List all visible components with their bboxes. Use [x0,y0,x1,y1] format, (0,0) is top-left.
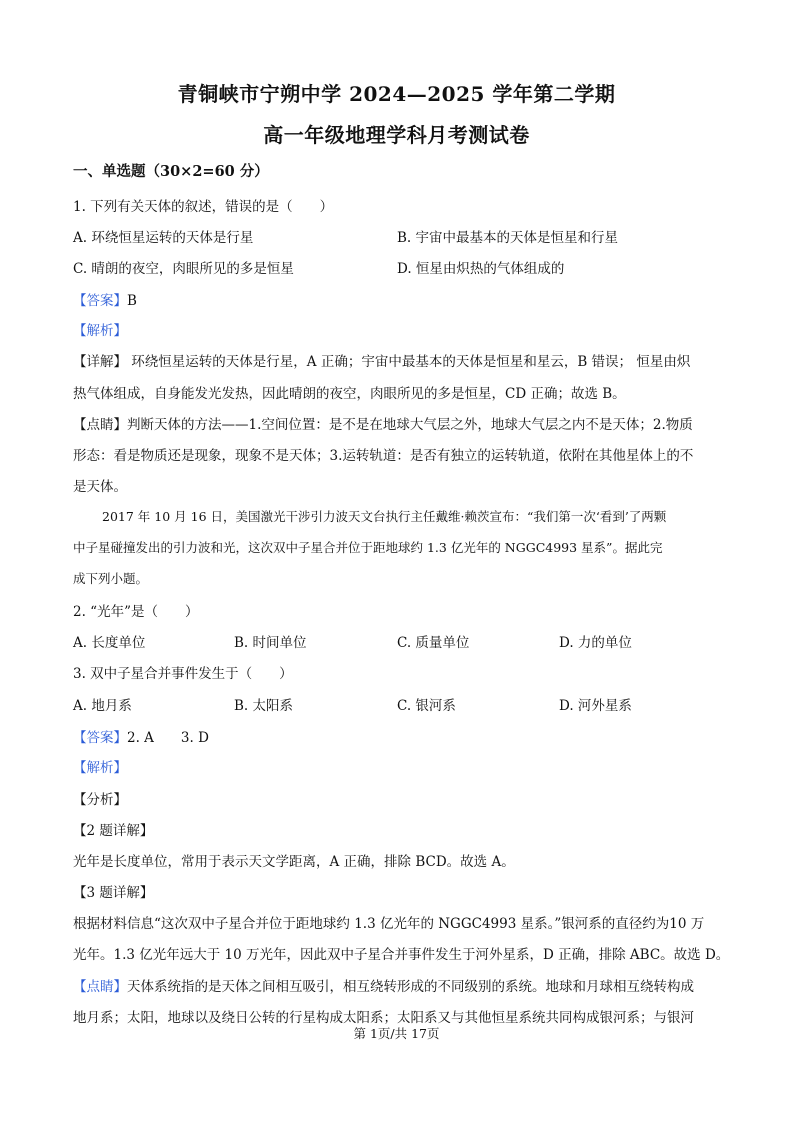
section-heading: 一、单选题（30×2=60 分） [73,163,269,180]
question-3-option-d: D. 河外星系 [559,698,632,714]
question-3-option-b: B. 太阳系 [234,698,294,714]
point-text: 天体系统指的是天体之间相互吸引，相互绕转形成的不同级别的系统。地球和月球相互绕转构成 [127,979,694,995]
question-3-detail-line1: 根据材料信息“这次双中子星合并位于距地球约 1.3 亿光年的 NGGC4993 星系。”银河系的直径约为10 万 [73,916,705,932]
question-3-detail-tag: 【3 题详解】 [73,885,154,901]
question-1-detail-line1 [73,350,690,370]
material-line1: 2017 年 10 月 16 日，美国激光干涉引力波天文台执行主任戴维·赖茨宣布：“我们第一次‘看到’了两颗 [102,509,667,524]
material-line3: 成下列小题。 [73,571,149,586]
question-2-option-c: C. 质量单位 [397,635,470,651]
question-1-answer [73,289,137,309]
question-2-option-b: B. 时间单位 [234,635,307,651]
question-1-detail-line2: 热气体组成，自身能发光发热，因此晴朗的夜空，肉眼所见的多是恒星，CD 正确；故选 B。 [73,386,626,402]
question-3-option-c: C. 银河系 [397,698,456,714]
answer-tag: 【答案】 [73,293,127,309]
exam-title-line2: 高一年级地理学科月考测试卷 [263,123,530,147]
question-3-detail-line2: 光年。1.3 亿光年远大于 10 万光年，因此双中子星合并事件发生于河外星系，D 正确，排除 ABC。故选 D。 [73,947,730,963]
question-2-detail-tag: 【2 题详解】 [73,823,154,839]
question-2-stem: 2. “光年”是（ ） [73,604,199,620]
question-1-option-c: C. 晴朗的夜空，肉眼所见的多是恒星 [73,261,294,277]
analysis-tag: 【解析】 [73,760,127,776]
detail-tag: 【详解】 [73,354,127,370]
question-3-option-a: A. 地月系 [73,698,132,714]
question-1-option-a: A. 环绕恒星运转的天体是行星 [73,230,254,246]
question-1-stem: 1. 下列有关天体的叙述，错误的是（ ） [73,199,334,215]
question-1-option-b: B. 宇宙中最基本的天体是恒星和行星 [397,230,619,246]
point-text: 判断天体的方法——1.空间位置：是不是在地球大气层之外，地球大气层之内不是天体；2.物质 [127,417,693,433]
question-1-point-line2: 形态：看是物质还是现象，现象不是天体；3.运转轨道：是否有独立的运转轨道，依附在其他星体上的不 [73,448,694,464]
question-2-3-point-line2: 地月系；太阳，地球以及绕日公转的行星构成太阳系；太阳系又与其他恒星系统共同构成银河系；与银河 [73,1010,694,1026]
question-2-option-a: A. 长度单位 [73,635,146,651]
question-3-stem: 3. 双中子星合并事件发生于（ ） [73,666,293,682]
material-line2: 中子星碰撞发出的引力波和光，这次双中子星合并位于距地球约 1.3 亿光年的 NGGC4993 星系”。据此完 [73,540,663,555]
page-footer: 第 1页/共 17页 [353,1026,440,1041]
question-2-3-answer [73,726,209,746]
detail-text: 环绕恒星运转的天体是行星，A 正确；宇宙中最基本的天体是恒星和星云，B 错误； 恒星由炽 [127,354,691,370]
question-1-point-line3: 是天体。 [73,479,127,495]
question-2-3-point-line1 [73,975,694,995]
question-2-option-d: D. 力的单位 [559,635,632,651]
fenxi-tag: 【分析】 [73,792,127,808]
point-tag: 【点睛】 [73,979,127,995]
answer-tag: 【答案】 [73,730,127,746]
point-tag: 【点睛】 [73,417,127,433]
question-1-option-d: D. 恒星由炽热的气体组成的 [397,261,565,277]
question-1-point-line1 [73,413,693,433]
question-2-detail: 光年是长度单位，常用于表示天文学距离，A 正确，排除 BCD。故选 A。 [73,854,515,870]
answer-value: B [127,293,137,309]
exam-title-line1: 青铜峡市宁朔中学 2024—2025 学年第二学期 [177,82,616,106]
analysis-tag: 【解析】 [73,323,127,339]
answer-value: 2. A 3. D [127,730,209,746]
